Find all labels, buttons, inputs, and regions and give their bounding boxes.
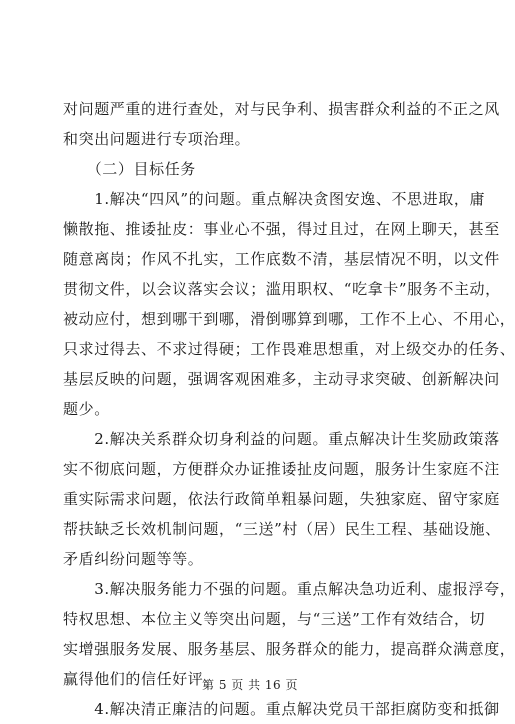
text-line: 1.解决“四风”的问题。重点解决贪图安逸、不思进取，庸	[63, 190, 486, 208]
text-line: 基层反映的问题，强调客观困难多，主动寻求突破、创新解决问	[63, 370, 500, 388]
text-line: 实不彻底问题，方便群众办证推诿扯皮问题，服务计生家庭不注	[63, 460, 500, 478]
text-line: 贯彻文件，以会议落实会议；滥用职权、“吃拿卡”服务不主动，	[63, 280, 501, 298]
text-line: 3.解决服务能力不强的问题。重点解决急功近利、虚报浮夸，	[63, 580, 515, 598]
para-item-2	[63, 424, 501, 574]
page-footer: 第 5 页 共 16 页	[202, 678, 298, 692]
text-line: 2.解决关系群众切身利益的问题。重点解决计生奖励政策落	[63, 430, 500, 448]
para-item-4	[63, 694, 500, 724]
text-line: 4.解决清正廉洁的问题。重点解决党员干部拒腐防变和抵御	[63, 700, 500, 718]
text-line: 特权思想、本位主义等突出问题，与“三送”工作有效结合，切	[63, 610, 486, 628]
para-item-1	[63, 184, 515, 424]
text-line: 矛盾纠纷问题等等。	[63, 550, 204, 568]
text-line: 帮扶缺乏长效机制问题，“三送”村（居）民生工程、基础设施、	[63, 520, 501, 538]
text-line: 实增强服务发展、服务基层、服务群众的能力，提高群众满意度，	[63, 640, 515, 658]
section-heading-goals	[63, 154, 441, 184]
document-body	[63, 94, 515, 724]
text-line: 赢得他们的信任好评。	[63, 670, 220, 688]
text-line: （二）目标任务	[63, 160, 196, 178]
text-line: 和突出问题进行专项治理。	[63, 130, 251, 148]
text-line: 只求过得去、不求过得硬；工作畏难思想重，对上级交办的任务、	[63, 340, 515, 358]
text-line: 题少。	[63, 400, 110, 418]
para-intro-continued	[63, 94, 500, 154]
text-line: 随意离岗；作风不扎实，工作底数不清，基层情况不明，以文件	[63, 250, 500, 268]
text-line: 重实际需求问题，依法行政简单粗暴问题，失独家庭、留守家庭	[63, 490, 500, 508]
text-line: 被动应付，想到哪干到哪，滑倒哪算到哪，工作不上心、不用心，	[63, 310, 515, 328]
text-line: 懒散拖、推诿扯皮：事业心不强，得过且过，在网上聊天，甚至	[63, 220, 500, 238]
text-line: 对问题严重的进行查处，对与民争利、损害群众利益的不正之风	[63, 100, 500, 118]
